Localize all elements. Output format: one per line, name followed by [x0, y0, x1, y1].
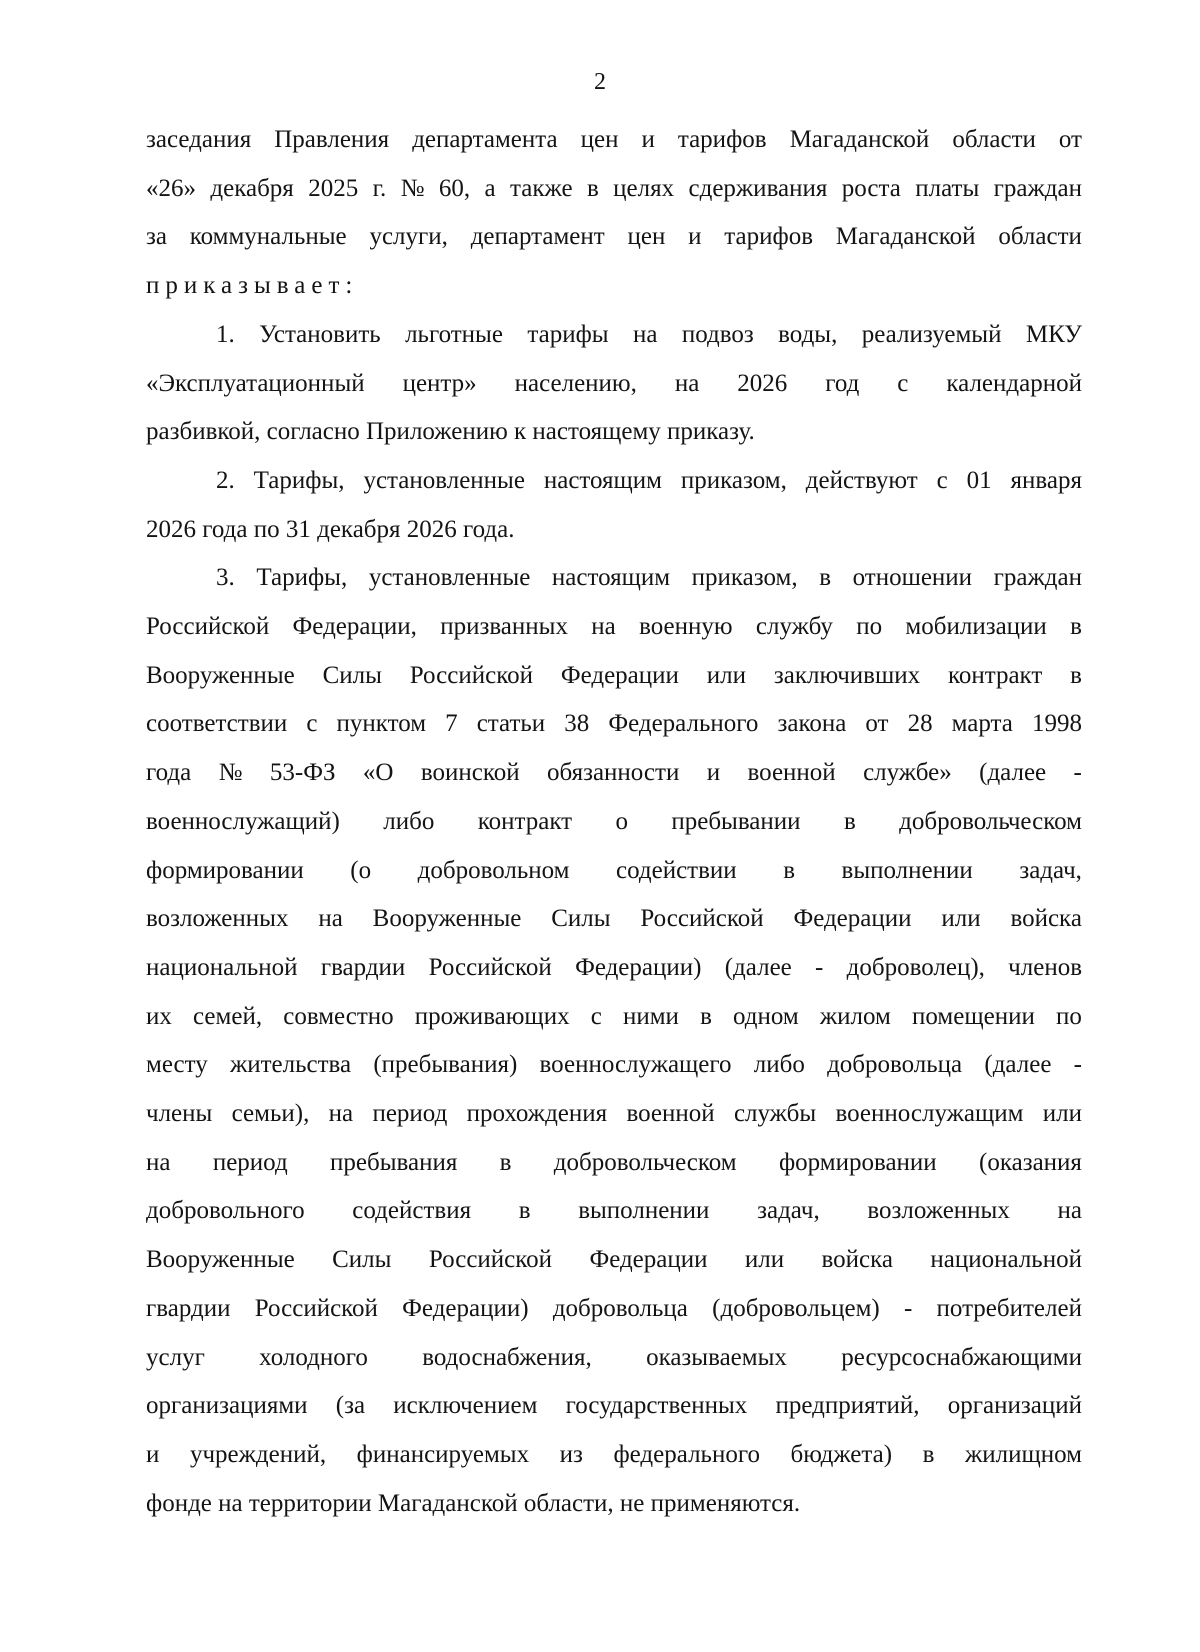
- text-line: за коммунальные услуги, департамент цен и тарифов Магаданской области: [146, 223, 1082, 251]
- text-line: фонде на территории Магаданской области, не применяются.: [146, 1489, 801, 1517]
- text-line: месту жительства (пребывания) военнослужащего либо добровольца (далее -: [146, 1051, 1082, 1079]
- text-line: 1. Установить льготные тарифы на подвоз воды, реализуемый МКУ: [216, 320, 1082, 348]
- text-line: их семей, совместно проживающих с ними в одном жилом помещении по: [146, 1002, 1082, 1030]
- text-line: приказывает:: [146, 272, 359, 300]
- text-line: 3. Тарифы, установленные настоящим приказом, в отношении граждан: [216, 564, 1082, 592]
- text-line: гвардии Российской Федерации) добровольца (добровольцем) - потребителей: [146, 1294, 1082, 1322]
- text-line: соответствии с пунктом 7 статьи 38 Федерального закона от 28 марта 1998: [146, 710, 1082, 738]
- text-line: 2026 года по 31 декабря 2026 года.: [146, 515, 515, 543]
- text-line: года № 53-ФЗ «О воинской обязанности и военной службе» (далее -: [146, 759, 1082, 787]
- text-line: и учреждений, финансируемых из федерального бюджета) в жилищном: [146, 1440, 1082, 1468]
- text-line: на период пребывания в добровольческом формировании (оказания: [146, 1148, 1082, 1176]
- text-line: «Эксплуатационный центр» населению, на 2026 год с календарной: [146, 369, 1082, 397]
- text-line: разбивкой, согласно Приложению к настоящему приказу.: [146, 418, 755, 446]
- text-line: формировании (о добровольном содействии в выполнении задач,: [146, 856, 1082, 884]
- text-line: услуг холодного водоснабжения, оказываемых ресурсоснабжающими: [146, 1343, 1082, 1371]
- text-line: добровольного содействия в выполнении задач, возложенных на: [146, 1197, 1082, 1225]
- text-line: 2. Тарифы, установленные настоящим приказом, действуют с 01 января: [216, 466, 1082, 494]
- text-line: возложенных на Вооруженные Силы Российской Федерации или войска: [146, 905, 1082, 933]
- text-line: заседания Правления департамента цен и тарифов Магаданской области от: [146, 126, 1082, 153]
- page-number: 2: [594, 69, 606, 95]
- text-line: организациями (за исключением государственных предприятий, организаций: [146, 1392, 1082, 1420]
- text-line: национальной гвардии Российской Федерации) (далее - доброволец), членов: [146, 953, 1082, 981]
- text-line: Вооруженные Силы Российской Федерации или войска национальной: [146, 1246, 1082, 1274]
- text-line: Российской Федерации, призванных на военную службу по мобилизации в: [146, 613, 1082, 641]
- text-line: военнослужащий) либо контракт о пребывании в добровольческом: [146, 807, 1082, 835]
- text-line: Вооруженные Силы Российской Федерации или заключивших контракт в: [146, 661, 1082, 689]
- text-line: члены семьи), на период прохождения военной службы военнослужащим или: [146, 1100, 1082, 1128]
- text-line: «26» декабря 2025 г. № 60, а также в целях сдерживания роста платы граждан: [146, 174, 1082, 202]
- document-body: [146, 116, 1082, 1528]
